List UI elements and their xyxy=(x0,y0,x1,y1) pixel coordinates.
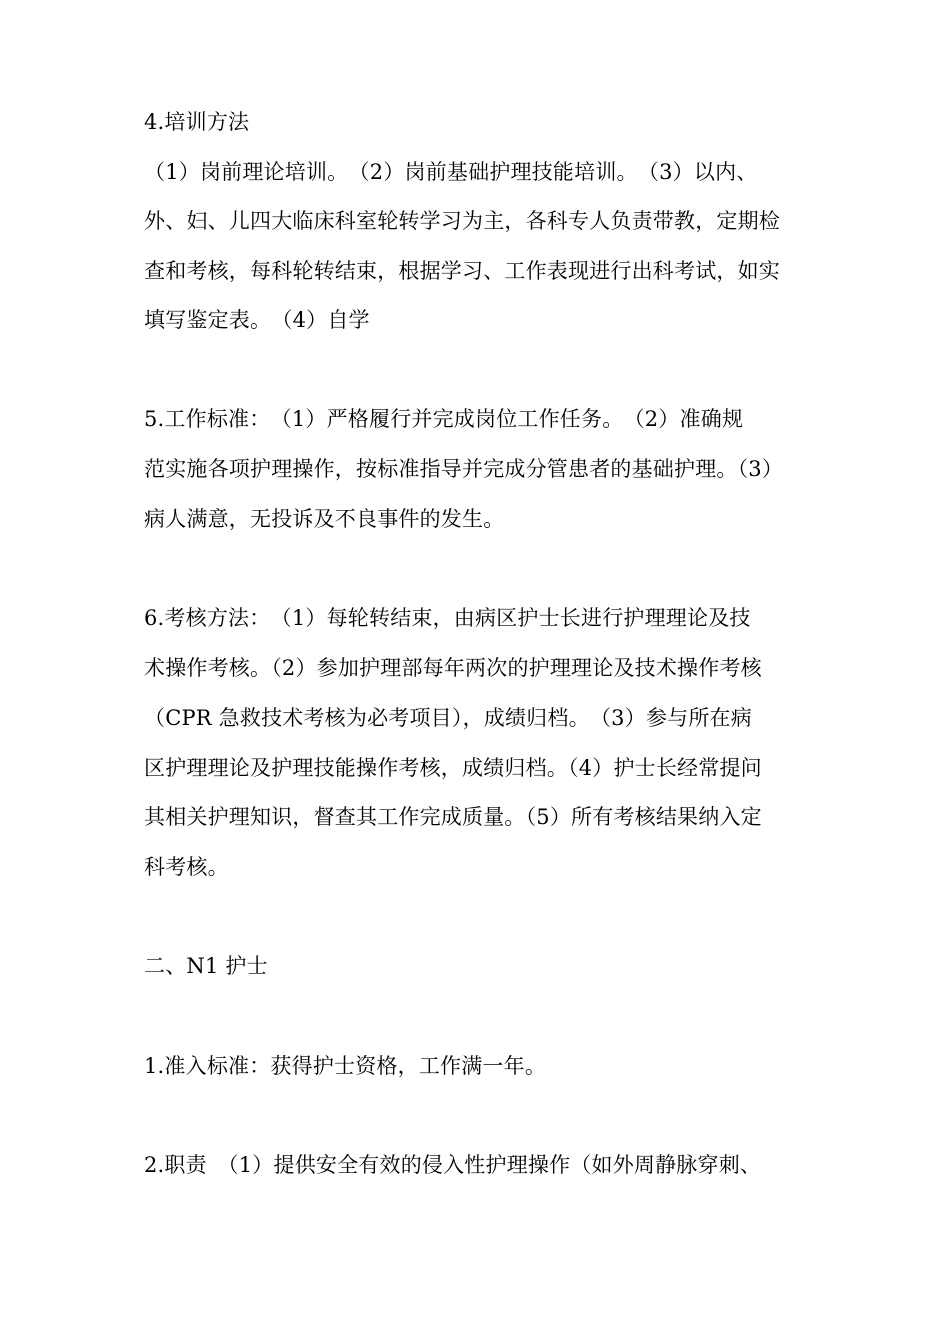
paragraph-line: 外、妇、儿四大临床科室轮转学习为主，各科专人负责带教，定期检 xyxy=(144,209,780,233)
paragraph-line: 其相关护理知识，督查其工作完成质量。（5）所有考核结果纳入定 xyxy=(144,805,762,829)
section-heading-entry-standard: 1.准入标准：获得护士资格，工作满一年。 xyxy=(144,1054,547,1078)
paragraph-line: 范实施各项护理操作，按标准指导并完成分管患者的基础护理。（3） xyxy=(144,457,784,481)
section-heading-n1-nurse: 二、N1 护士 xyxy=(144,954,268,978)
paragraph-line: 术操作考核。（2）参加护理部每年两次的护理理论及技术操作考核 xyxy=(144,656,762,680)
paragraph-line: 填写鉴定表。 （4）自学 xyxy=(144,308,370,332)
section-heading-work-standard: 5.工作标准： （1）严格履行并完成岗位工作任务。 （2）准确规 xyxy=(144,407,744,431)
section-heading-duties: 2.职责 （1）提供安全有效的侵入性护理操作（如外周静脉穿刺、 xyxy=(144,1153,762,1177)
section-heading-assessment-method: 6.考核方法： （1）每轮转结束，由病区护士长进行护理理论及技 xyxy=(144,606,751,630)
paragraph-line: 查和考核，每科轮转结束，根据学习、工作表现进行出科考试，如实 xyxy=(144,259,780,283)
paragraph-line: 科考核。 xyxy=(144,855,229,879)
paragraph-line: （CPR 急救技术考核为必考项目），成绩归档。 （3）参与所在病 xyxy=(144,706,752,730)
section-heading-training-method: 4.培训方法 xyxy=(144,110,250,134)
paragraph-line: （1）岗前理论培训。 （2）岗前基础护理技能培训。 （3）以内、 xyxy=(144,160,758,184)
paragraph-line: 病人满意，无投诉及不良事件的发生。 xyxy=(144,507,505,531)
paragraph-line: 区护理理论及护理技能操作考核，成绩归档。（4）护士长经常提问 xyxy=(144,756,762,780)
